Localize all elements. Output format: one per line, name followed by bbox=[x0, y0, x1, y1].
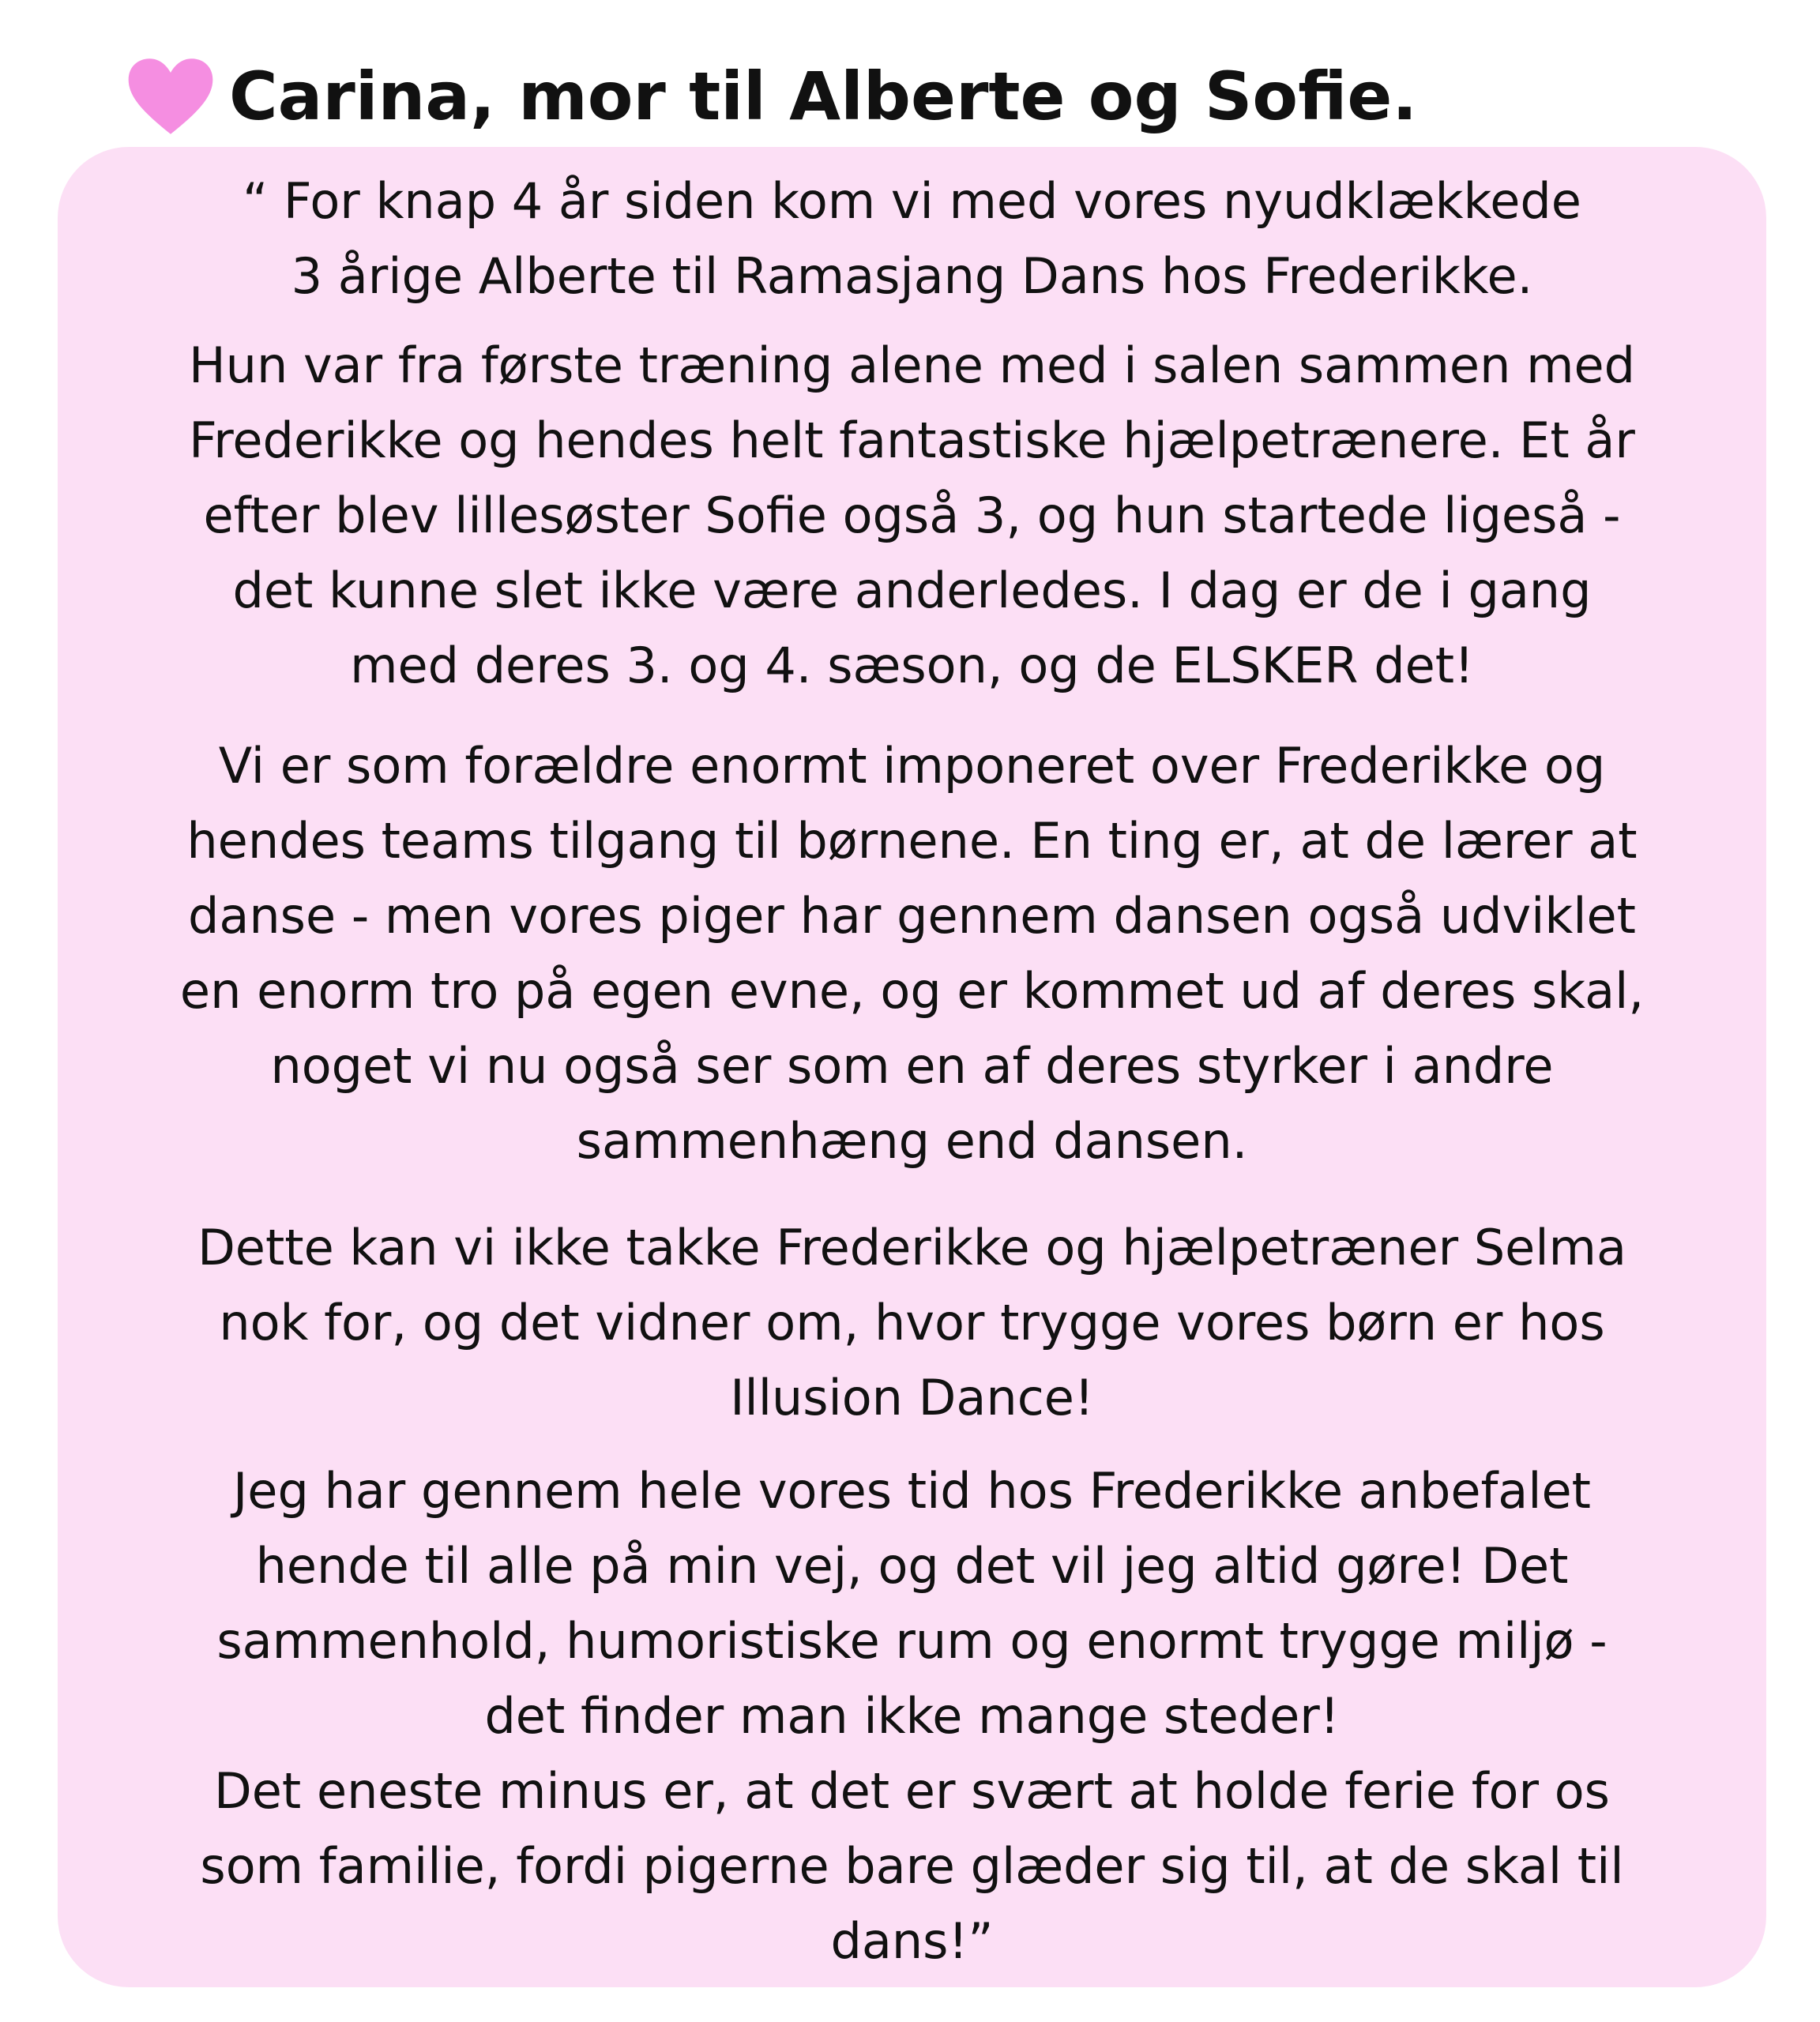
text-line: noget vi nu også ser som en af deres styrker i andre bbox=[270, 1037, 1554, 1095]
text-line: “ For knap 4 år siden kom vi med vores nyudklækkede bbox=[243, 172, 1581, 230]
text-line: som familie, fordi pigerne bare glæder sig til, at de skal til bbox=[200, 1837, 1624, 1895]
text-line: dans!” bbox=[830, 1912, 994, 1970]
text-line: det kunne slet ikke være anderledes. I dag er de i gang bbox=[232, 562, 1592, 619]
text-line: hende til alle på min vej, og det vil jeg altid gøre! Det bbox=[255, 1537, 1569, 1595]
text-line: sammenhold, humoristiske rum og enormt trygge miljø - bbox=[216, 1612, 1608, 1670]
text-line: sammenhæng end dansen. bbox=[576, 1112, 1248, 1170]
testimonial-card bbox=[58, 147, 1766, 1987]
text-line: Dette kan vi ikke takke Frederikke og hjælpetræner Selma bbox=[197, 1219, 1626, 1276]
text-line: danse - men vores piger har gennem dansen også udviklet bbox=[188, 887, 1636, 945]
testimonial-paragraph bbox=[58, 1453, 1766, 1979]
testimonial-paragraph bbox=[58, 1210, 1766, 1435]
text-line: Jeg har gennem hele vores tid hos Frederikke anbefalet bbox=[233, 1462, 1591, 1520]
text-line: Det eneste minus er, at det er svært at holde ferie for os bbox=[214, 1762, 1610, 1820]
testimonial-header bbox=[126, 49, 1417, 144]
testimonial-paragraph bbox=[58, 163, 1766, 314]
heart-icon bbox=[126, 57, 215, 136]
text-line: med deres 3. og 4. sæson, og de ELSKER det! bbox=[350, 637, 1474, 694]
text-line: hendes teams tilgang til børnene. En ting er, at de lærer at bbox=[186, 812, 1638, 870]
text-line: Illusion Dance! bbox=[730, 1369, 1094, 1426]
text-line: det finder man ikke mange steder! bbox=[484, 1687, 1340, 1745]
testimonial-title: Carina, mor til Alberte og Sofie. bbox=[229, 58, 1418, 135]
testimonial-paragraph bbox=[58, 728, 1766, 1178]
text-line: Vi er som forældre enormt imponeret over Frederikke og bbox=[218, 737, 1606, 795]
text-line: en enorm tro på egen evne, og er kommet ud af deres skal, bbox=[179, 962, 1645, 1020]
text-line: Hun var fra første træning alene med i salen sammen med bbox=[189, 336, 1635, 394]
text-line: Frederikke og hendes helt fantastiske hjælpetrænere. Et år bbox=[189, 412, 1635, 469]
testimonial-paragraph bbox=[58, 328, 1766, 703]
text-line: nok for, og det vidner om, hvor trygge vores børn er hos bbox=[219, 1294, 1605, 1351]
text-line: efter blev lillesøster Sofie også 3, og hun startede ligeså - bbox=[203, 487, 1621, 544]
text-line: 3 årige Alberte til Ramasjang Dans hos Frederikke. bbox=[291, 247, 1533, 305]
